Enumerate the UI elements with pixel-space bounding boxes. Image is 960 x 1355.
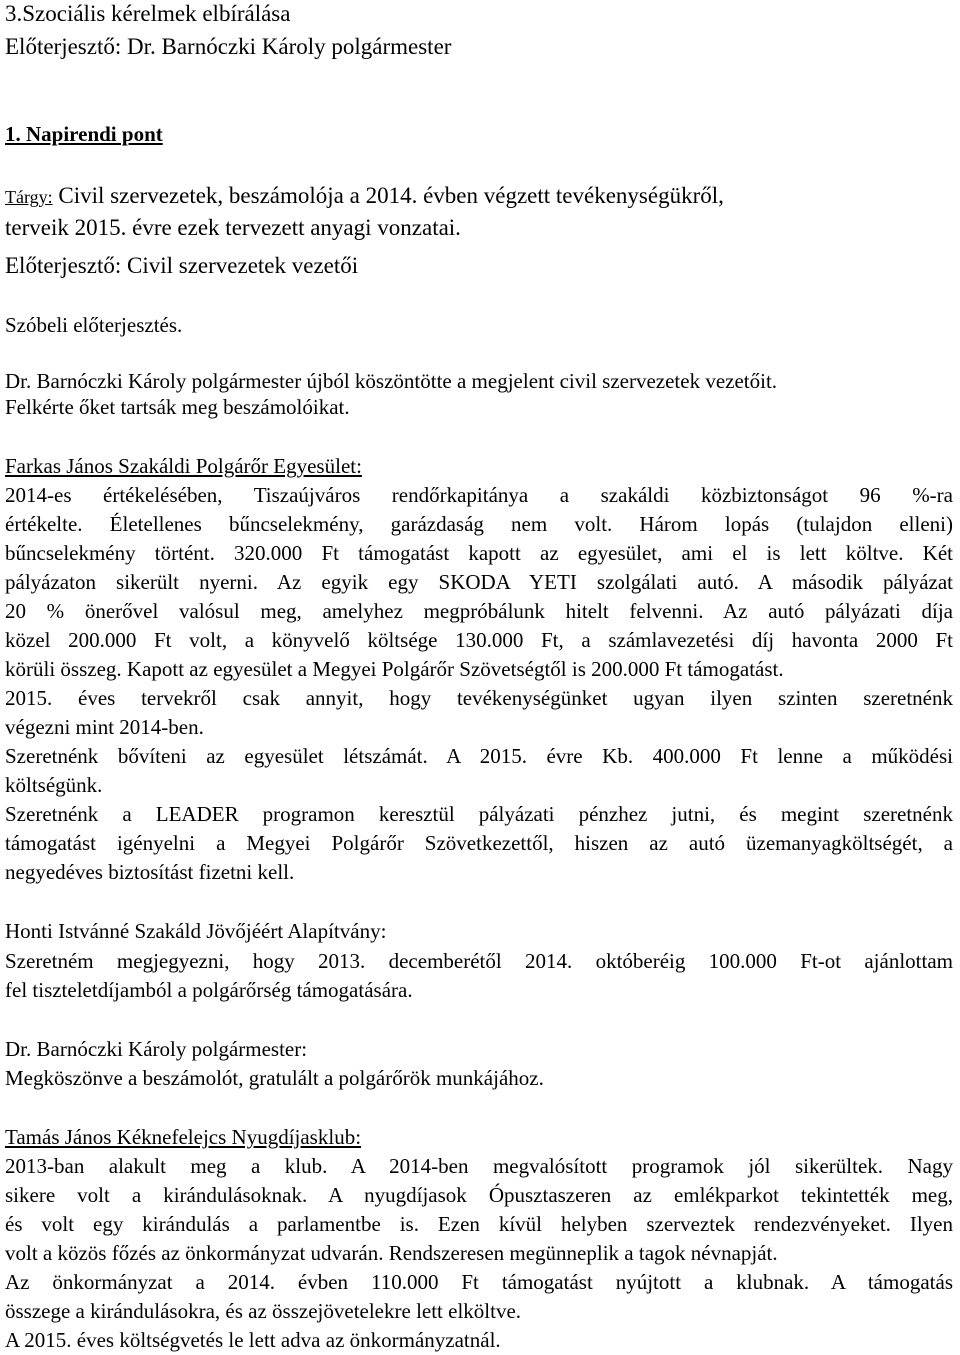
nyugdijas-line: 2013-ban alakult meg a klub. A 2014-ben megvalósított programok jól sikerültek. Nagy [5,1154,953,1178]
nyugdijas-line: volt a közös főzés az önkormányzat udvarán. Rendszeresen megünneplik a tagok névnapját. [5,1241,778,1265]
polgarorseg-line: 20 % önerővel valósul meg, amelyhez megpróbálunk hitelt felvenni. Az autó pályázati díja [5,599,953,623]
polgarorseg-line: költségünk. [5,773,103,797]
polgarorseg-line: közel 200.000 Ft volt, a könyvelő költsége 130.000 Ft, a számlavezetési díj havonta 2000 Ft [5,628,953,652]
polgarorseg-line: pályázaton sikerült nyerni. Az egyik egy SKODA YETI szolgálati autó. A második pályázat [5,570,953,594]
intro-line-2: Felkérte őket tartsák meg beszámolóikat. [5,395,350,419]
nyugdijas-heading: Tamás János Kéknefelejcs Nyugdíjasklub: [5,1125,362,1149]
mayor-heading: Dr. Barnóczki Károly polgármester: [5,1037,308,1061]
polgarorseg-line: bűncselekmény történt. 320.000 Ft támogatást kapott az egyesület, ami el is lett költve. Két [5,541,953,565]
polgarorseg-line: 2015. éves tervekről csak annyit, hogy tevékenységünket ugyan ilyen szinten szeretnénk [5,686,953,710]
alapitvany-heading: Honti Istvánné Szakáld Jövőjéért Alapítvány: [5,919,387,943]
agenda-subject [5,182,724,211]
subject-text: Civil szervezetek, beszámolója a 2014. évben végzett tevékenységükről, [52,183,724,208]
polgarorseg-line: negyedéves biztosítást fizetni kell. [5,860,295,884]
nyugdijas-line: összege a kirándulásokra, és az összejövetelekre lett elköltve. [5,1299,522,1323]
polgarorseg-heading: Farkas János Szakáldi Polgárőr Egyesület: [5,454,362,478]
polgarorseg-line: értékelte. Életellenes bűncselekmény, garázdaság nem volt. Három lopás (tulajdon elleni) [5,512,953,536]
polgarorseg-line: Szeretnénk a LEADER programon keresztül pályázati pénzhez jutni, és megint szeretnénk [5,802,953,826]
alapitvany-line: Szeretném megjegyezni, hogy 2013. decemberétől 2014. októberéig 100.000 Ft-ot ajánlottam [5,949,953,973]
polgarorseg-line: támogatást igényelni a Megyei Polgárőr Szövetkezettől, hiszen az autó üzemanyagköltségét, a [5,831,953,855]
mayor-line: Megköszönve a beszámolót, gratulált a polgárőrök munkájához. [5,1066,544,1090]
section-title: 3.Szociális kérelmek elbírálása [5,1,291,26]
polgarorseg-line: 2014-es értékelésében, Tiszaújváros rendőrkapitánya a szakáldi közbiztonságot 96 %-ra [5,483,953,507]
polgarorseg-line: végezni mint 2014-ben. [5,715,204,739]
alapitvany-line: fel tiszteletdíjamból a polgárőrség támogatására. [5,978,413,1002]
polgarorseg-line: körüli összeg. Kapott az egyesület a Megyei Polgárőr Szövetségtől is 200.000 Ft támogatást. [5,657,784,681]
nyugdijas-line: A 2015. éves költségvetés le lett adva az önkormányzatnál. [5,1328,501,1352]
agenda-oral: Szóbeli előterjesztés. [5,313,183,337]
subject-label: Tárgy: [5,187,53,207]
agenda-subject-cont: terveik 2015. évre ezek tervezett anyagi vonzatai. [5,215,461,240]
nyugdijas-line: sikere volt a kirándulásoknak. A nyugdíjasok Ópusztaszeren az emlékparkot tekintették meg, [5,1183,953,1207]
nyugdijas-line: Az önkormányzat a 2014. évben 110.000 Ft támogatást nyújtott a klubnak. A támogatás [5,1270,953,1294]
intro-line-1: Dr. Barnóczki Károly polgármester újból köszöntötte a megjelent civil szervezetek vezetőit. [5,369,778,393]
nyugdijas-line: és volt egy kirándulás a parlamentbe is. Ezen kívül helyben szerveztek rendezvényeket. Ilyen [5,1212,953,1236]
agenda-presenter: Előterjesztő: Civil szervezetek vezetői [5,253,359,278]
polgarorseg-line: Szeretnénk bővíteni az egyesület létszámát. A 2015. évre Kb. 400.000 Ft lenne a működési [5,744,953,768]
section-presenter: Előterjesztő: Dr. Barnóczki Károly polgármester [5,34,452,59]
agenda-point-title: 1. Napirendi pont [5,122,163,146]
